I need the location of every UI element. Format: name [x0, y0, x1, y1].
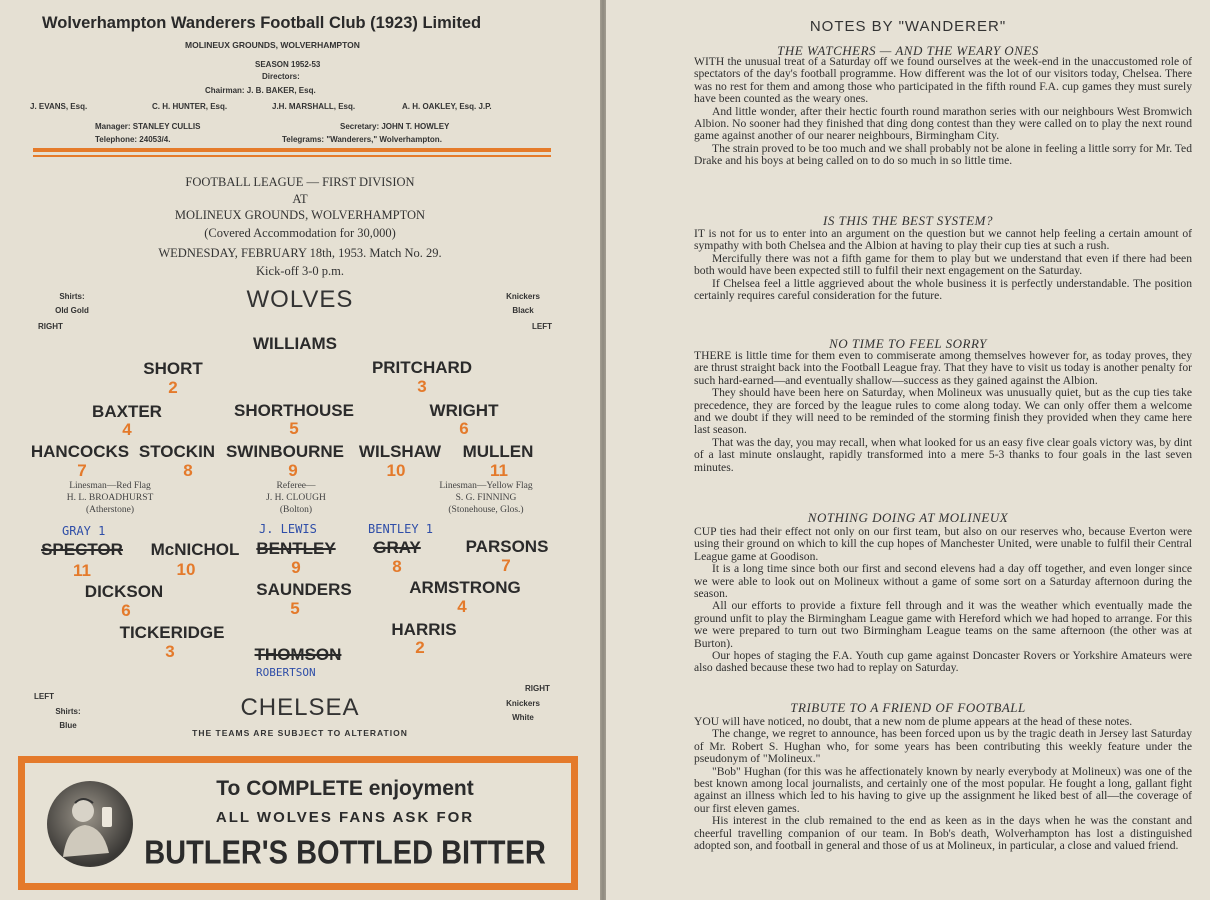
section-2-body: [694, 228, 1192, 302]
secretary-line: Secretary: JOHN T. HOWLEY: [340, 122, 450, 131]
league-line: FOOTBALL LEAGUE — FIRST DIVISION: [185, 175, 415, 189]
number-dickson: 6: [121, 601, 131, 620]
number-mcnichol: 10: [176, 560, 196, 579]
away-right-label: RIGHT: [525, 684, 550, 693]
player-wilshaw: WILSHAW: [358, 442, 442, 461]
advert-line-1: To COMPLETE enjoyment: [216, 777, 474, 800]
player-swinbourne: SWINBOURNE: [225, 442, 345, 461]
director-2: C. H. HUNTER, Esq.: [152, 102, 228, 111]
section-2-para-2: Mercifully there was not a fifth game for them to play but we understand that even if there had been both would have been expected still to fulfil their next engagement on the Saturday.: [694, 251, 1192, 278]
away-shirts-label: Shirts:: [55, 707, 81, 716]
manager-line: Manager: STANLEY CULLIS: [95, 122, 201, 131]
number-wright: 6: [459, 419, 469, 438]
section-4-body: [694, 526, 1192, 675]
number-wilshaw: 10: [386, 461, 406, 480]
section-1-para-1: WITH the unusual treat of a Saturday off we found ourselves at the week-end in the unaccustomed role of spectators of the day's football programme. How different was the lot of our visitors today, Chelsea. There was no rest for them and among those who participated in the fifth round F.A. cup games they must surely have been counted as the weary ones.: [694, 55, 1192, 106]
home-knickers-colour: Black: [512, 306, 534, 315]
away-shirts-colour: Blue: [59, 721, 77, 730]
section-4-para-1: CUP ties had their effect not only on our first team, but also on our reserves who, because Everton were using their ground on which to kill the cup hopes of Manchester United, were unable to fulfil their Central League game at Goodison.: [694, 525, 1192, 563]
section-1-para-3: The strain proved to be too much and we shall probably not be alone in feeling a little sorry for Mr. Ted Drake and his boys at being called on to do so much in so little time.: [694, 141, 1192, 168]
number-bentley: 9: [291, 558, 301, 577]
section-5-heading: TRIBUTE TO A FRIEND OF FOOTBALL: [790, 700, 1026, 715]
player-tickeridge: TICKERIDGE: [119, 623, 225, 642]
referee-name: J. H. CLOUGH: [266, 493, 326, 503]
handwritten-robertson: ROBERTSON: [256, 666, 316, 679]
section-2-para-3: If Chelsea feel a little aggrieved about the whole business it is perfectly understandable. The position certainly requires careful consideration for the future.: [694, 276, 1192, 303]
at-line: AT: [292, 192, 308, 206]
section-3-para-1: THERE is little time for them even to commiserate among themselves however for, as today proves, they are thrust straight back into the Football League fray. That they have to visit us today is another penalty for such hard-earned—and eventually shallow—success as they gained against the Albion.: [694, 349, 1192, 387]
number-shorthouse: 5: [289, 419, 299, 438]
home-shirts-label: Shirts:: [59, 292, 85, 301]
drinker-illustration: [47, 781, 133, 867]
section-3-para-2: They should have been here on Saturday, when Molineux was unusually quiet, but as the cup ties take precedence, they are forced by the league rules to come along today. We can only offer them a welcome and we doubt if they will need to be reminded of the storming finish they provided when they came here last season.: [694, 386, 1192, 437]
number-parsons: 7: [501, 556, 511, 575]
section-5-para-3: "Bob" Hughan (for this was he affectionately known by nearly everybody at Molineux) was one of the best known among local journalists, and certainly one of the most popular. He fought a long, gallant fight against an illness which led to his having to give up the assignment he liked best of all—the coverage of our first eleven games.: [694, 764, 1192, 815]
player-thomson: THOMSON: [254, 645, 342, 664]
advert-line-2: ALL WOLVES FANS ASK FOR: [215, 809, 475, 826]
handwritten-j-lewis: J. LEWIS: [259, 522, 317, 536]
section-5-para-2: The change, we regret to announce, has been forced upon us by the tragic death in Jersey last Saturday of Mr. Robert S. Hughan who, for some years has been contributing this weekly feature under the pseudonym of "Molineux.": [694, 727, 1192, 766]
referee-place: (Bolton): [279, 505, 313, 515]
player-saunders: SAUNDERS: [256, 580, 352, 599]
grounds-line: MOLINEUX GROUNDS, WOLVERHAMPTON: [185, 40, 360, 50]
linesman-yellow-name: S. G. FINNING: [455, 493, 517, 503]
away-knickers-colour: White: [512, 713, 534, 722]
section-4-para-3: All our efforts to provide a fixture fell through and it was the weather which eventually made the ground unfit to play the Birmingham League game with Hereford which we had hoped to arrange. For this we were prepared to turn out two Birmingham League teams on the same afternoon (the other was at Burton).: [694, 599, 1192, 650]
section-3-heading: NO TIME TO FEEL SORRY: [829, 336, 987, 351]
section-5-para-4: His interest in the club remained to the end as keen as in the days when he was the constant and cheerful travelling companion of our team. In Bob's death, Wolverhampton has lost a distinguished adopted son, and football in general and those of us at Molineux, in particular, a close and valued friend.: [694, 814, 1192, 853]
player-wright: WRIGHT: [429, 401, 499, 420]
section-5-body: [694, 716, 1192, 852]
player-williams: WILLIAMS: [252, 334, 338, 353]
header-rule: [33, 148, 551, 152]
number-baxter: 4: [122, 420, 132, 439]
section-1-para-2: And little wonder, after their hectic fourth round marathon series with our neighbours West Bromwich Albion. No sooner had they finished that ding dong contest than they were called on to play the next round game against another of our nearer neighbours, Birmingham City.: [694, 104, 1192, 143]
header-rule-thin: [33, 155, 551, 157]
away-knickers-label: Knickers: [506, 699, 540, 708]
linesman-yellow-role: Linesman—Yellow Flag: [439, 481, 533, 491]
number-short: 2: [168, 378, 178, 397]
player-harris: HARRIS: [391, 620, 457, 639]
drinker-logo: [47, 781, 133, 867]
player-armstrong: ARMSTRONG: [409, 578, 521, 597]
home-right-label: RIGHT: [38, 322, 63, 331]
season-line: SEASON 1952-53: [255, 60, 321, 69]
section-3-para-3: That was the day, you may recall, when what looked for us an easy five clear goals victory was, by dint of a last minute onslaught, rapidly transformed into a mere 5-3 thanks to four goals in the last seven minutes.: [694, 435, 1192, 474]
telephone-line: Telephone: 24053/4.: [95, 135, 171, 144]
player-stockin: STOCKIN: [138, 442, 216, 461]
number-hancocks: 7: [77, 461, 87, 480]
player-mcnichol: McNICHOL: [150, 540, 240, 559]
home-shirts-colour: Old Gold: [55, 306, 89, 315]
number-swinbourne: 9: [288, 461, 298, 480]
section-4-para-2: It is a long time since both our first and second elevens had a day off together, and even longer since we were able to look out on Molineux without a game of some sort on a Saturday afternoon during the season.: [694, 562, 1192, 601]
director-3: J.H. MARSHALL, Esq.: [272, 102, 356, 111]
directors-label: Directors:: [262, 72, 300, 81]
section-2-para-1: IT is not for us to enter into an argument on the question but we cannot help feeling a certain amount of sympathy with both Chelsea and the Albion at having to play their cup ties at such a rush.: [694, 227, 1192, 253]
player-spector: SPECTOR: [41, 540, 123, 559]
linesman-red-role: Linesman—Red Flag: [69, 481, 151, 491]
kickoff-line: Kick-off 3-0 p.m.: [256, 264, 344, 278]
number-pritchard: 3: [417, 377, 427, 396]
section-5-para-1: YOU will have noticed, no doubt, that a new nom de plume appears at the head of these notes.: [694, 715, 1133, 728]
butlers-advert: [18, 756, 578, 890]
accommodation-line: (Covered Accommodation for 30,000): [204, 226, 396, 240]
date-line: WEDNESDAY, FEBRUARY 18th, 1953. Match No. 29.: [158, 246, 442, 260]
handwritten-bentley: BENTLEY 1: [368, 522, 434, 536]
number-tickeridge: 3: [165, 642, 175, 661]
number-stockin: 8: [183, 461, 193, 480]
number-mullen: 11: [490, 461, 508, 480]
venue-line: MOLINEUX GROUNDS, WOLVERHAMPTON: [174, 208, 426, 222]
player-baxter: BAXTER: [92, 402, 162, 421]
away-left-label: LEFT: [34, 692, 54, 701]
linesman-red-name: H. L. BROADHURST: [66, 493, 154, 503]
away-team-name: CHELSEA: [240, 694, 360, 721]
player-parsons: PARSONS: [465, 537, 549, 556]
chairman-line: Chairman: J. B. BAKER, Esq.: [205, 86, 316, 95]
director-4: A. H. OAKLEY, Esq. J.P.: [402, 102, 492, 111]
advert-line-3: BUTLER'S BOTTLED BITTER: [144, 834, 546, 872]
number-gray: 8: [392, 557, 402, 576]
home-knickers-label: Knickers: [506, 292, 540, 301]
player-dickson: DICKSON: [84, 582, 164, 601]
player-bentley: BENTLEY: [256, 539, 336, 558]
section-4-heading: NOTHING DOING AT MOLINEUX: [807, 510, 1009, 525]
player-gray: GRAY: [373, 538, 421, 557]
section-1-heading: THE WATCHERS — AND THE WEARY ONES: [777, 43, 1039, 58]
club-title: Wolverhampton Wanderers Football Club (1923) Limited: [42, 14, 482, 32]
director-1: J. EVANS, Esq.: [30, 102, 88, 111]
player-mullen: MULLEN: [462, 442, 534, 461]
player-short: SHORT: [143, 359, 203, 378]
telegrams-line: Telegrams: "Wanderers," Wolverhampton.: [282, 135, 442, 144]
alteration-notice: THE TEAMS ARE SUBJECT TO ALTERATION: [192, 728, 408, 738]
number-spector: 11: [73, 561, 91, 580]
player-hancocks: HANCOCKS: [30, 442, 130, 461]
linesman-red-place: (Atherstone): [85, 505, 134, 515]
number-armstrong: 4: [457, 597, 467, 616]
section-2-heading: IS THIS THE BEST SYSTEM?: [823, 213, 993, 228]
number-saunders: 5: [290, 599, 300, 618]
notes-title: NOTES BY "WANDERER": [809, 18, 1007, 35]
player-pritchard: PRITCHARD: [371, 358, 473, 377]
home-left-label: LEFT: [532, 322, 552, 331]
right-page: [606, 0, 1210, 900]
home-team-name: WOLVES: [246, 286, 354, 313]
player-shorthouse: SHORTHOUSE: [234, 401, 354, 420]
section-3-body: [694, 350, 1192, 474]
referee-role: Referee—: [276, 481, 316, 491]
left-page: [0, 0, 600, 900]
section-4-para-4: Our hopes of staging the F.A. Youth cup game against Doncaster Rovers or Yorkshire Amateurs were also dashed because these two had to replay on Saturday.: [694, 649, 1192, 675]
number-harris: 2: [415, 638, 425, 657]
linesman-yellow-place: (Stonehouse, Glos.): [448, 505, 524, 515]
handwritten-gray: GRAY 1: [62, 524, 106, 538]
section-1-body: [694, 56, 1192, 168]
